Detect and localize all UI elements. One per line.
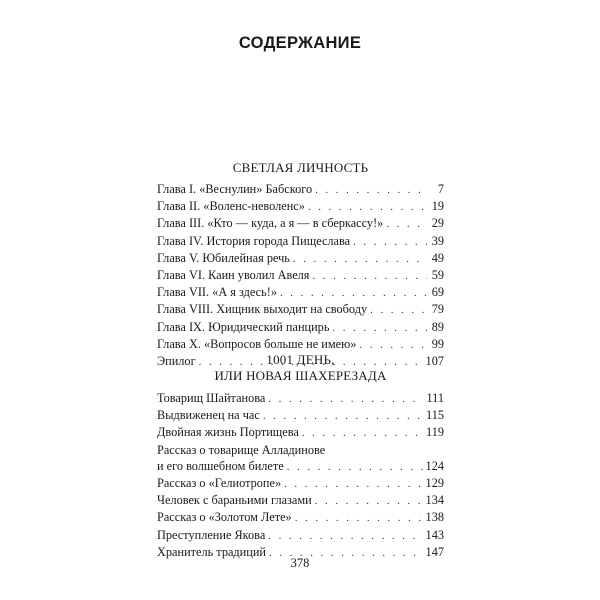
entry-page-number: 143	[425, 527, 444, 542]
entry-page-number: 79	[431, 302, 444, 317]
entry-title: Глава III. «Кто — куда, а я — в сберкассу!»	[157, 216, 384, 231]
page-number-folio: 378	[290, 556, 310, 570]
entry-title: Двойная жизнь Портищева	[157, 425, 299, 440]
section-heading	[157, 352, 444, 384]
entry-page-number: 111	[426, 391, 444, 405]
leader-dots	[263, 408, 423, 424]
leader-dots	[370, 302, 427, 318]
toc-entry[interactable]	[157, 284, 444, 301]
entry-title-line-1: Рассказ о товарище Алладинове	[157, 442, 326, 457]
entry-page-number: 39	[431, 233, 444, 248]
entry-title: Эпилог	[157, 354, 196, 369]
toc-entry[interactable]	[157, 336, 444, 353]
entry-page-number: 119	[426, 425, 444, 440]
toc-entry[interactable]	[157, 319, 444, 336]
entry-title: Глава I. «Веснулин» Бабского	[157, 182, 313, 196]
leader-dots	[284, 476, 422, 492]
entry-page-number: 115	[426, 408, 444, 423]
leader-dots	[332, 320, 427, 336]
toc-entry-continuation	[157, 458, 444, 475]
toc-entry[interactable]	[157, 509, 444, 526]
entry-page-number: 89	[431, 319, 444, 334]
leader-dots	[268, 528, 422, 544]
leader-dots	[308, 199, 427, 215]
leader-dots	[302, 425, 423, 441]
entry-page-number: 138	[425, 510, 444, 525]
toc-entry[interactable]	[157, 198, 444, 215]
entry-page-number: 59	[431, 268, 444, 283]
section-heading	[157, 160, 444, 176]
leader-dots	[386, 216, 427, 232]
section-heading-line-1: 1001 ДЕНЬ,	[266, 352, 335, 367]
page-title: СОДЕРЖАНИЕ	[238, 34, 362, 52]
leader-dots	[315, 182, 427, 198]
toc-entry[interactable]	[157, 301, 444, 318]
leader-dots	[312, 268, 427, 284]
toc-entry[interactable]	[157, 250, 444, 267]
entry-page-number: 69	[431, 285, 444, 300]
entry-title: Глава VIII. Хищник выходит на свободу	[157, 302, 368, 317]
entry-page-number: 129	[425, 476, 444, 491]
entry-title: Глава VI. Каин уволил Авеля	[157, 268, 310, 283]
entry-title: Глава V. Юбилейная речь	[157, 250, 290, 265]
entry-title: Глава IV. История города Пищеслава	[157, 233, 351, 248]
section-heading-text: СВЕТЛАЯ ЛИЧНОСТЬ	[232, 160, 369, 175]
entry-page-number: 19	[431, 199, 444, 214]
toc-section-1	[157, 160, 444, 370]
entry-title: и его волшебном билете	[157, 458, 284, 473]
entry-page-number: 7	[437, 182, 444, 196]
entry-title: Глава II. «Воленс-неволенс»	[157, 199, 305, 214]
toc-section-2	[157, 352, 444, 561]
entry-page-number: 134	[425, 493, 444, 508]
leader-dots	[293, 251, 427, 267]
section-heading-line-2: ИЛИ НОВАЯ ШАХЕРЕЗАДА	[214, 368, 387, 383]
toc-entry[interactable]	[157, 527, 444, 544]
entry-title: Глава VII. «А я здесь!»	[157, 285, 277, 300]
toc-entry[interactable]	[157, 390, 444, 407]
entry-title: Хранитель традиций	[157, 544, 267, 559]
entry-title: Человек с бараньими глазами	[157, 493, 312, 508]
leader-dots	[315, 493, 423, 509]
entry-title: Рассказ о «Гелиотропе»	[157, 476, 282, 491]
leader-dots	[359, 337, 427, 353]
entry-page-number: 147	[425, 544, 444, 559]
toc-entry[interactable]	[157, 407, 444, 424]
leader-dots	[353, 234, 427, 250]
toc-entry[interactable]	[157, 475, 444, 492]
entry-page-number: 124	[425, 458, 444, 473]
entry-title: Преступление Якова	[157, 527, 266, 542]
entry-title: Товарищ Шайтанова	[157, 391, 266, 405]
leader-dots	[268, 391, 423, 407]
toc-entry[interactable]	[157, 215, 444, 232]
entry-page-number: 29	[431, 216, 444, 231]
entry-title: Глава X. «Вопросов больше не имею»	[157, 336, 357, 351]
toc-entry[interactable]	[157, 492, 444, 509]
toc-entry[interactable]	[157, 233, 444, 250]
entry-page-number: 49	[431, 250, 444, 265]
entry-title: Выдвиженец на час	[157, 408, 260, 423]
entry-page-number: 107	[425, 354, 444, 369]
entry-page-number: 99	[431, 336, 444, 351]
entry-title: Глава IX. Юридический панцирь	[157, 319, 330, 334]
toc-entry[interactable]	[157, 424, 444, 441]
toc-entry[interactable]	[157, 181, 444, 198]
toc-entry[interactable]	[157, 267, 444, 284]
leader-dots	[287, 459, 423, 475]
entry-title: Рассказ о «Золотом Лете»	[157, 510, 292, 525]
toc-entry-multiline[interactable]	[157, 442, 444, 475]
leader-dots	[295, 510, 423, 526]
leader-dots	[280, 285, 427, 301]
